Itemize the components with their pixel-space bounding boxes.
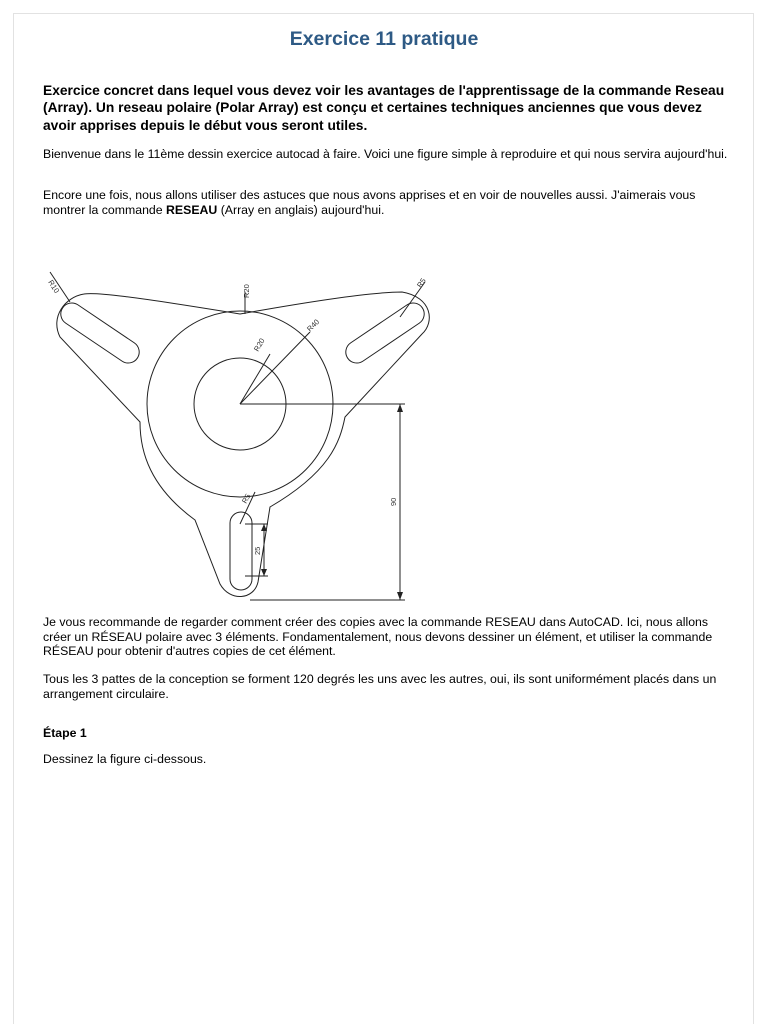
lead-paragraph: Exercice concret dans lequel vous devez voir les avantages de l'apprentissage de la commande Reseau (Array). Un reseau polaire (Polar Array) est conçu et certaines techniques anciennes que vous devez avoir apprises depuis le début vous seront utiles. bbox=[43, 83, 725, 133]
dim-r20-top-label: R20 bbox=[242, 284, 251, 298]
recommend-paragraph: Je vous recommande de regarder comment créer des copies avec la commande RESEAU dans AutoCAD. Ici, nous allons créer un RÉSEAU polaire avec 3 éléments. Fondamentalement, nous devons dessiner un élément, et utiliser la commande RÉSEAU pour obtenir d'autres copies de cet élément. bbox=[43, 615, 713, 658]
dim-90-arrow-bottom bbox=[397, 592, 403, 600]
legs-paragraph: Tous les 3 pattes de la conception se forment 120 degrés les uns avec les autres, oui, ils sont uniformément placés dans un arrangement circulaire. bbox=[43, 672, 717, 701]
array-text-before: Encore une fois, nous allons utiliser des astuces que nous avons apprises et en voir de nouvelles aussi. J'aimerais vous montrer la commande bbox=[43, 188, 696, 217]
intro-paragraph: Bienvenue dans le 11ème dessin exercice autocad à faire. Voici une figure simple à reproduire et qui nous servira aujourd'hui. bbox=[43, 147, 728, 161]
right-slot bbox=[342, 299, 429, 368]
r20-radius-line bbox=[240, 354, 270, 404]
page-title: Exercice 11 pratique bbox=[289, 28, 479, 50]
dim-25-arrow-bottom bbox=[261, 569, 267, 576]
step-1-heading: Étape 1 bbox=[43, 726, 87, 740]
array-text-after: (Array en anglais) aujourd'hui. bbox=[217, 202, 385, 217]
outer-profile bbox=[57, 292, 429, 597]
dim-90-arrow-top bbox=[397, 404, 403, 412]
dim-90-label: 90 bbox=[389, 497, 398, 506]
dim-r20-inner-label: R20 bbox=[251, 336, 267, 353]
cad-drawing bbox=[40, 262, 440, 607]
dim-r5-bottom-label: R5 bbox=[239, 492, 253, 505]
step-1-text: Dessinez la figure ci-dessous. bbox=[43, 752, 207, 766]
r40-radius-line bbox=[240, 332, 310, 404]
dim-25-label: 25 bbox=[253, 546, 262, 555]
array-command-paragraph bbox=[43, 188, 733, 217]
left-slot bbox=[57, 299, 144, 368]
dim-r5-right-label: R5 bbox=[414, 276, 428, 290]
dim-r40-label: R40 bbox=[305, 317, 322, 334]
dim-r10-label: R10 bbox=[46, 278, 62, 295]
dim-25-arrow-top bbox=[261, 524, 267, 531]
reseau-keyword: RESEAU bbox=[166, 202, 218, 217]
